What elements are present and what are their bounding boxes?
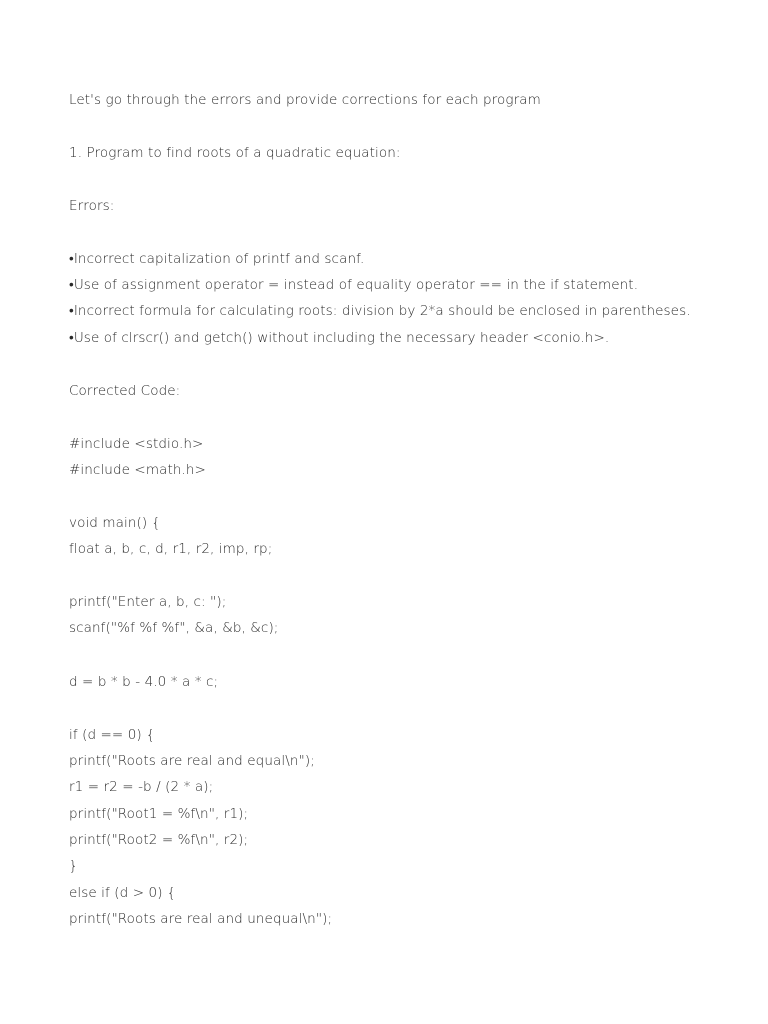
- code-line-main: void main() {: [69, 515, 161, 531]
- corrected-heading: Corrected Code:: [69, 383, 181, 399]
- error-item: •Incorrect formula for calculating roots: division by 2*a should be enclosed in parentheses.: [69, 303, 691, 319]
- code-line-include-math: #include <math.h>: [69, 462, 206, 478]
- code-line-if: if (d == 0) {: [69, 727, 155, 743]
- error-item: •Use of clrscr() and getch() without including the necessary header <conio.h>.: [69, 330, 610, 346]
- intro-text: Let's go through the errors and provide corrections for each program: [69, 92, 541, 108]
- error-item: •Use of assignment operator = instead of equality operator == in the if statement.: [69, 277, 639, 293]
- code-line-discriminant: d = b * b - 4.0 * a * c;: [69, 674, 219, 690]
- code-line-else-if: else if (d > 0) {: [69, 885, 176, 901]
- code-line-close-brace: }: [69, 858, 78, 874]
- errors-heading: Errors:: [69, 198, 115, 214]
- code-line-scan: scanf("%f %f %f", &a, &b, &c);: [69, 620, 279, 636]
- code-line-include-stdio: #include <stdio.h>: [69, 436, 204, 452]
- code-line-print-unequal: printf("Roots are real and unequal\n");: [69, 911, 333, 927]
- code-line-print-root1: printf("Root1 = %f\n", r1);: [69, 806, 249, 822]
- code-line-vars: float a, b, c, d, r1, r2, imp, rp;: [69, 541, 273, 557]
- code-line-print-root2: printf("Root2 = %f\n", r2);: [69, 832, 249, 848]
- error-item: •Incorrect capitalization of printf and scanf.: [69, 251, 365, 267]
- section-title: 1. Program to find roots of a quadratic equation:: [69, 145, 401, 161]
- code-line-roots-equal: r1 = r2 = -b / (2 * a);: [69, 779, 214, 795]
- code-line-prompt: printf("Enter a, b, c: ");: [69, 594, 227, 610]
- code-line-print-equal: printf("Roots are real and equal\n");: [69, 753, 315, 769]
